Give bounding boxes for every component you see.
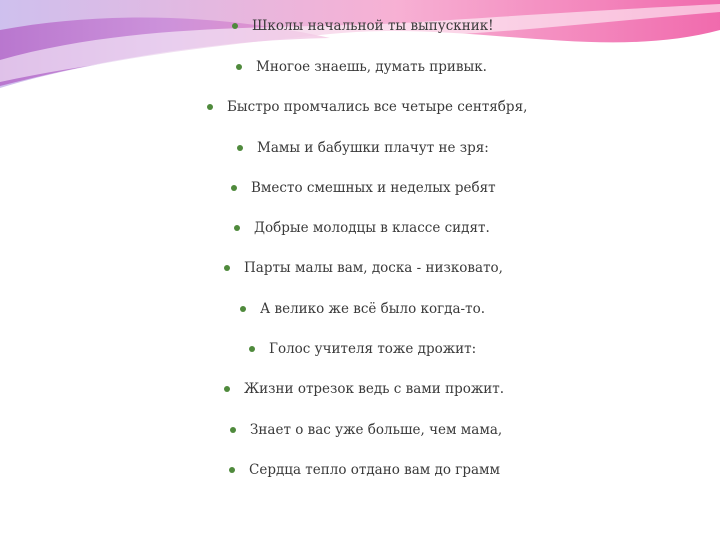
list-item [237, 137, 489, 159]
bullet-dot-icon [231, 185, 237, 191]
list-item [229, 459, 500, 481]
bullet-dot-icon [207, 104, 213, 110]
list-item-text: Сердца тепло отдано вам до грамм [249, 462, 501, 478]
list-item [231, 177, 496, 199]
list-item [224, 378, 504, 400]
bullet-dot-icon [249, 346, 255, 352]
list-item-text: Мамы и бабушки плачут не зря: [257, 140, 489, 156]
list-item-text: Вместо смешных и неделых ребят [251, 180, 496, 196]
list-item [207, 96, 527, 118]
list-item-text: Быстро промчались все четыре сентября, [227, 99, 528, 115]
list-item-text: Добрые молодцы в классе сидят. [254, 220, 490, 236]
bullet-dot-icon [232, 23, 238, 29]
bullet-dot-icon [230, 427, 236, 433]
list-item [236, 56, 487, 78]
bullet-dot-icon [236, 64, 242, 70]
list-item [249, 338, 476, 360]
list-item-text: Парты малы вам, доска - низковато, [244, 260, 503, 276]
bullet-dot-icon [224, 265, 230, 271]
list-item [230, 419, 502, 441]
bullet-dot-icon [229, 467, 235, 473]
list-item-text: А велико же всё было когда-то. [260, 301, 485, 317]
list-item [232, 15, 494, 37]
list-item [234, 217, 490, 239]
bullet-dot-icon [240, 306, 246, 312]
bullet-dot-icon [234, 225, 240, 231]
list-item-text: Школы начальной ты выпускник! [252, 18, 494, 34]
list-item-text: Многое знаешь, думать привык. [256, 59, 487, 75]
bullet-dot-icon [237, 145, 243, 151]
list-item-text: Голос учителя тоже дрожит: [269, 341, 477, 357]
list-item [224, 257, 503, 279]
bullet-dot-icon [224, 386, 230, 392]
list-item-text: Жизни отрезок ведь с вами прожит. [244, 381, 505, 397]
list-item [240, 298, 485, 320]
list-item-text: Знает о вас уже больше, чем мама, [250, 422, 503, 438]
